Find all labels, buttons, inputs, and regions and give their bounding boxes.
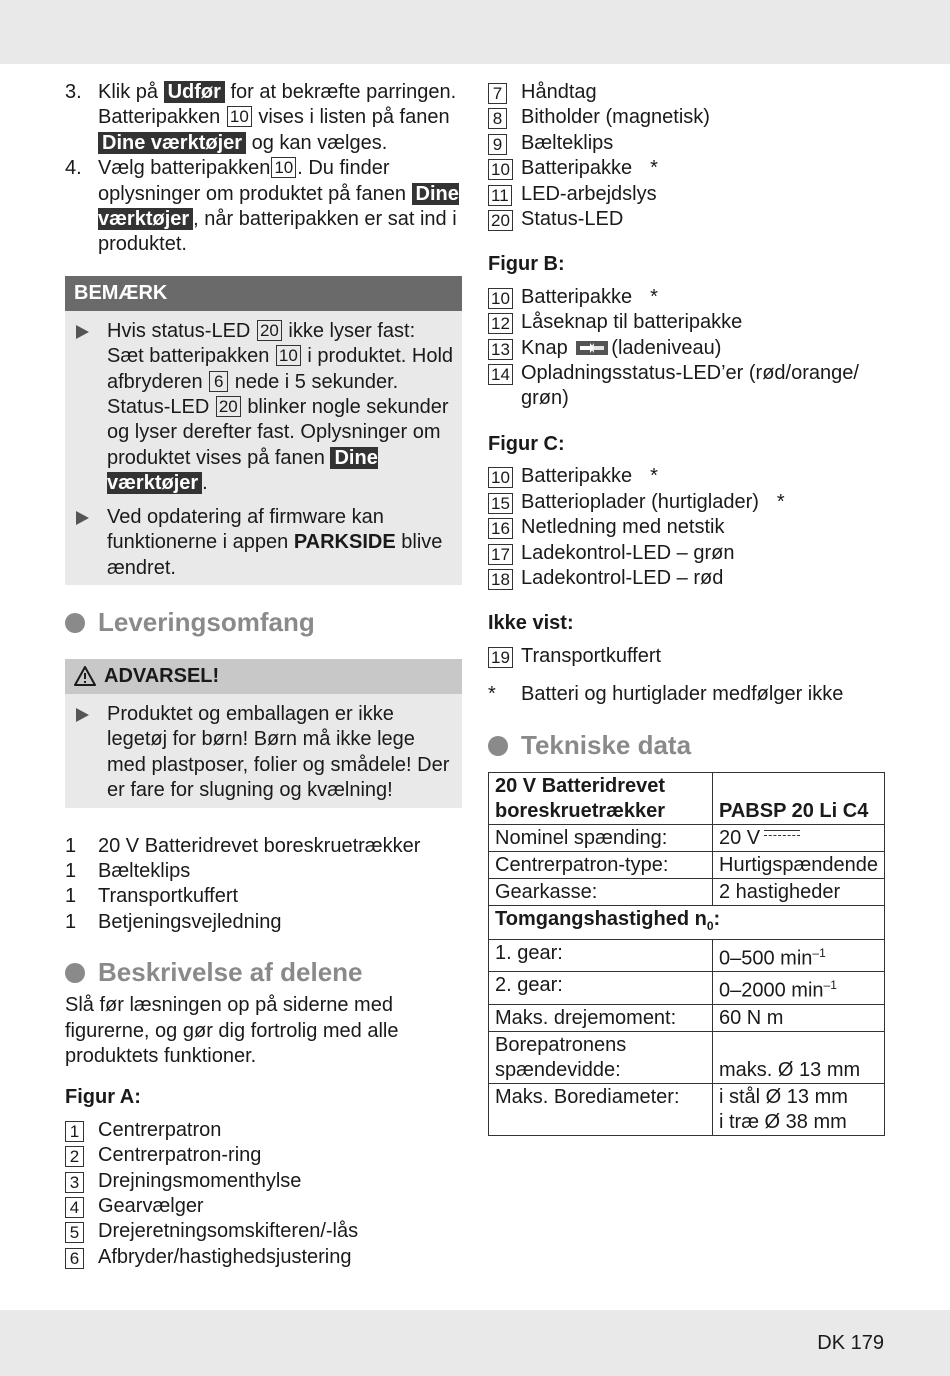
warning-triangle-icon: [74, 666, 96, 686]
part-ref: 10: [276, 345, 301, 366]
figure-c-parts: [488, 464, 888, 591]
list-item: 5 Drejeretningsomskifteren/-lås: [65, 1219, 462, 1244]
list-item: 16 Netledning med netstik: [488, 515, 888, 540]
warning-title: ADVARSEL!: [104, 664, 220, 687]
list-item: 1 Betjeningsvejledning: [65, 910, 282, 933]
figure-a-label: Figur A:: [65, 1086, 141, 1109]
list-item: 9 Bælteklips: [488, 131, 888, 156]
instruction-steps: [65, 80, 462, 258]
note-bullet: Hvis status-LED 20 ikke lyser fast: Sæt batteripakken 10 i produktet. Hold afbryderen 6 nede i 5 sekunder. Status-LED 20 blinker nogle sekunder og lyser derefter fast. Oplysninger om produktet vises på fanen Dine værktøjer .: [65, 319, 462, 497]
right-column: [488, 80, 888, 1136]
not-shown-label: Ikke vist:: [488, 612, 574, 635]
part-ref: 20: [257, 320, 282, 341]
description-intro: Slå før læsningen op på siderne med figurerne, og gør dig fortrolig med alle produktets funktioner.: [65, 994, 399, 1067]
list-item: 15 Batterioplader (hurtiglader) *: [488, 490, 888, 515]
list-item: 1 Transportkuffert: [65, 885, 239, 908]
step-4: 4. Vælg batteripakken 10 . Du finder oplysninger om produktet på fanen Dine værktøjer , når batteripakken er sat ind i produktet.: [65, 157, 459, 256]
warning-box: [65, 659, 462, 808]
ui-label-udfor: Udfør: [164, 81, 225, 103]
top-band: [0, 0, 950, 64]
list-item: 17 Ladekontrol-LED – grøn: [488, 541, 888, 566]
page-number: DK 179: [817, 1332, 884, 1354]
note-title: BEMÆRK: [65, 276, 462, 311]
part-ref: 10: [227, 106, 252, 127]
list-item: 1 20 V Batteridrevet boreskruetrækker: [65, 834, 421, 857]
figure-a-parts: [65, 1118, 462, 1270]
technical-data-table: [488, 772, 885, 1136]
part-ref: 10: [271, 157, 296, 178]
table-row: Maks. drejemoment: 60 N m: [489, 1004, 885, 1031]
table-row: Maks. Borediameter: i stål Ø 13 mm i træ Ø 38 mm: [489, 1083, 885, 1135]
part-ref: 20: [216, 396, 241, 417]
note-box: [65, 276, 462, 585]
warning-bullet: Produktet og emballagen er ikke legetøj for børn! Børn må ikke lege med plastposer, folier og smådele! Der er fare for slugning og kvælning!: [65, 702, 462, 804]
list-item: 19 Transportkuffert: [488, 644, 888, 669]
triangle-bullet-icon: [76, 708, 89, 722]
table-row: 2. gear: 0–2000 $\min^{-1}$: [489, 972, 885, 1005]
list-item: 11 LED-arbejdslys: [488, 182, 888, 207]
table-row: 20 V Batteridrevet boreskruetrækker PABSP 20 Li C4: [489, 772, 885, 824]
bottom-band: [0, 1310, 950, 1376]
battery-level-button-icon: [576, 341, 608, 355]
not-shown-parts: [488, 644, 888, 669]
ui-label-dine-vaerktojer: Dine værktøjer: [98, 132, 246, 154]
figure-b-parts: [488, 285, 888, 412]
figure-c-label: Figur C:: [488, 432, 565, 455]
warning-header: [65, 659, 462, 694]
list-item: 18 Ladekontrol-LED – rød: [488, 566, 888, 591]
list-item: 6 Afbryder/hastighedsjustering: [65, 1245, 462, 1270]
brand-name: PARKSIDE: [293, 531, 396, 554]
section-heading-beskrivelse: Beskrivelse af delene: [65, 957, 462, 989]
table-row: Tomgangshastighed $n_0$:: [489, 905, 885, 939]
table-row: Nominel spænding: 20 V: [489, 824, 885, 851]
list-item: 12 Låseknap til batteripakke: [488, 310, 888, 335]
part-ref: 6: [209, 371, 228, 392]
footnote: * Batteri og hurtiglader medfølger ikke: [488, 683, 844, 706]
list-item: 1 Bælteklips: [65, 859, 191, 882]
section-heading-leveringsomfang: Leveringsomfang: [65, 607, 462, 639]
section-dot-icon: [65, 963, 85, 983]
list-item: 4 Gearvælger: [65, 1194, 462, 1219]
figure-a-parts-continued: [488, 80, 888, 232]
step-3: 3. Klik på Udfør for at bekræfte parringen. Batteripakken 10 vises i listen på fanen Dine værktøjer og kan vælges.: [65, 81, 457, 154]
figure-b-label: Figur B:: [488, 253, 565, 276]
triangle-bullet-icon: [76, 511, 89, 525]
list-item: 13 Knap (ladeniveau): [488, 336, 888, 361]
list-item: 10 Batteripakke *: [488, 285, 888, 310]
section-dot-icon: [65, 613, 85, 633]
list-item: 2 Centrerpatron-ring: [65, 1143, 462, 1168]
ui-label-dine-vaerktojer: Dine værktøjer: [98, 182, 459, 231]
table-row: Gearkasse: 2 hastigheder: [489, 878, 885, 905]
list-item: 20 Status-LED: [488, 207, 888, 232]
direct-current-icon: [764, 830, 800, 840]
list-item: 8 Bitholder (magnetisk): [488, 105, 888, 130]
list-item: 1 Centrerpatron: [65, 1118, 462, 1143]
ui-label-dine-vaerktojer: Dine værktøjer: [107, 446, 378, 495]
list-item: 7 Håndtag: [488, 80, 888, 105]
note-bullet: Ved opdatering af firmware kan funktionerne i appen PARKSIDE blive ændret.: [65, 505, 462, 581]
table-row: Centrerpatron-type: Hurtigspændende: [489, 851, 885, 878]
list-item: 10 Batteripakke *: [488, 156, 888, 181]
table-row: Borepatronens spændevidde: maks. Ø 13 mm: [489, 1031, 885, 1083]
table-row: 1. gear: 0–500 $\min^{-1}$: [489, 939, 885, 972]
list-item: 3 Drejningsmomenthylse: [65, 1169, 462, 1194]
list-item: 10 Batteripakke *: [488, 464, 888, 489]
section-heading-tekniske-data: Tekniske data: [488, 730, 888, 762]
triangle-bullet-icon: [76, 325, 89, 339]
section-dot-icon: [488, 736, 508, 756]
delivery-list: [65, 834, 462, 936]
left-column: [65, 80, 462, 1270]
list-item: 14 Opladningsstatus-LED’er (rød/orange/ grøn): [488, 361, 888, 412]
